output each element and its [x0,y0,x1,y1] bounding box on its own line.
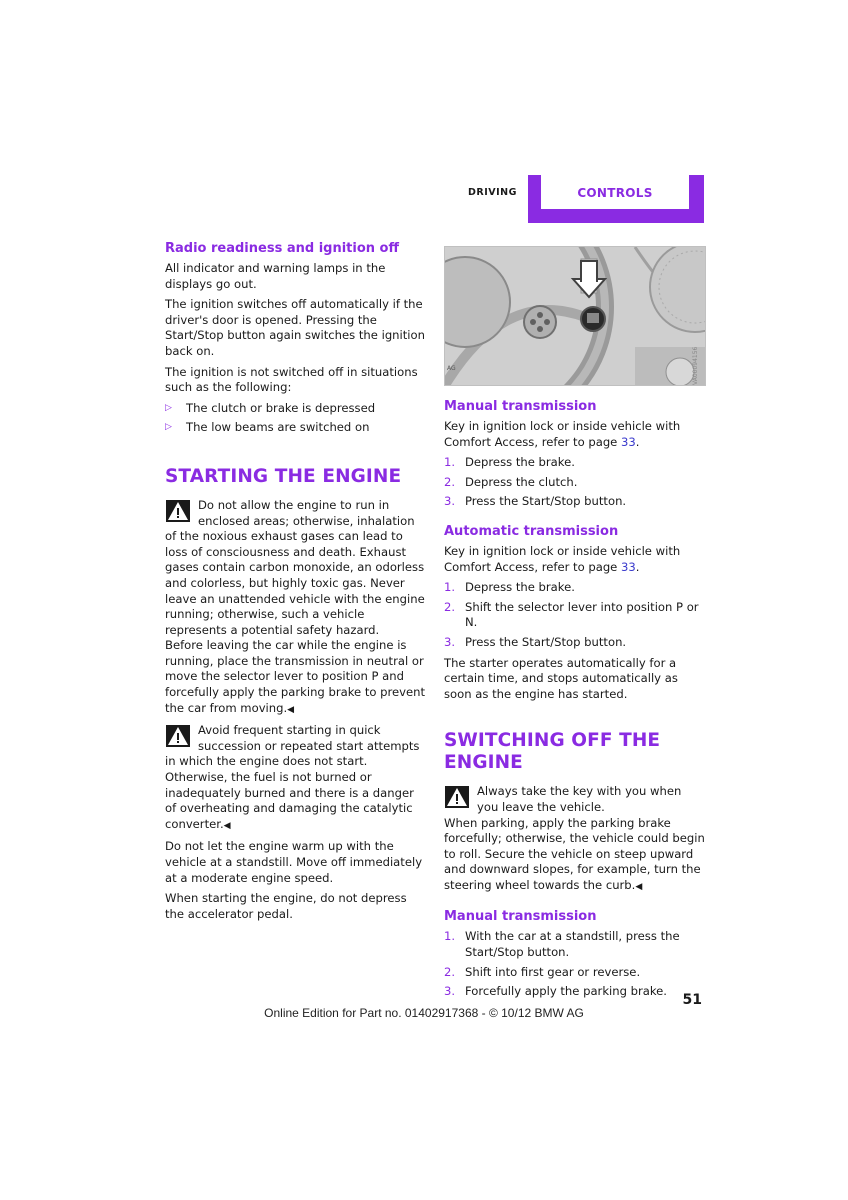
list-item: 3. Press the Start/Stop button. [444,634,627,649]
list-item: 2. Shift the selector lever into position P or N. [444,599,699,630]
accelerator-paragraph: When starting the engine, do not depress the accelerator pedal. [165,891,407,921]
manual2-steps-list [444,929,706,999]
right-column [444,399,706,1005]
auto-steps-list [444,580,706,650]
starter-paragraph: The starter operates automatically for a certain time, and stops automatically as soon as the engine has started. [444,655,678,701]
end-mark-icon: ◀ [287,704,295,715]
switching-off-heading: SWITCHING OFF THE ENGINE [444,730,661,774]
warning-text-leaving-car: Before leaving the car while the engine is running, place the transmission in neutral or move the selector lever to position P and forcefully apply the parking brake to prevent the car from moving.◀ [165,638,426,715]
image-ag-label: AG [447,365,456,372]
manual-steps-list [444,455,706,510]
warning-text-parking-brake: When parking, apply the parking brake forcefully; otherwise, the vehicle could begin to roll. Secure the vehicle on steep upward and downward slopes, for example, turn the steering wheel towards the curb.◀ [444,815,705,892]
page-reference-link[interactable]: 33 [621,434,636,449]
list-item: 1. Depress the brake. [444,455,575,470]
left-column [165,241,427,927]
manual-transmission-heading: Manual transmission [444,399,597,414]
list-item: 2. Depress the clutch. [444,474,578,489]
list-item: 3. Forcefully apply the parking brake. [444,984,667,999]
manual-transmission-heading-2: Manual transmission [444,909,597,925]
warning-block-exhaust [165,498,427,718]
radio-paragraph-3: The ignition is not switched off in situations such as the following: [165,364,418,395]
triangle-bullet-icon: ▷ [165,402,172,413]
image-code-label: VA00094156 [692,346,699,385]
manual-intro-paragraph: Key in ignition lock or inside vehicle with Comfort Access, refer to page 33. [444,419,681,449]
page-number: 51 [682,992,702,1008]
end-mark-icon: ◀ [223,820,231,831]
warning-text-frequent-start: Avoid frequent starting in quick succession or repeated start attempts in which the engine does not start. Otherwise, the fuel is not burned or inadequately burned and there is a danger of overheating and damaging the catalytic converter.◀ [165,723,420,831]
header-section-label: DRIVING [468,187,517,198]
warning-triangle-icon [166,725,190,747]
steering-wheel-illustration [444,246,706,386]
warning-triangle-icon [166,500,190,522]
header-tab-label: CONTROLS [577,186,653,200]
warning-text-key: Always take the key with you when you leave the vehicle. [477,784,682,814]
warning-triangle-icon [445,786,469,808]
list-item: 1. With the car at a standstill, press the Start/Stop button. [444,929,680,960]
warning-block-parking [444,784,706,895]
auto-intro-paragraph: Key in ignition lock or inside vehicle with Comfort Access, refer to page 33. [444,543,681,574]
list-item: 3. Press the Start/Stop button. [444,494,627,509]
radio-bullet-list [165,401,427,436]
warning-block-starting [165,723,427,834]
list-item: 1. Depress the brake. [444,580,575,595]
steering-wheel-drawing [445,247,705,385]
radio-paragraph-1: All indicator and warning lamps in the displays go out. [165,261,386,291]
edition-footer: Online Edition for Part no. 01402917368 - © 10/12 BMW AG [264,1006,584,1020]
radio-readiness-heading: Radio readiness and ignition off [165,241,400,256]
page-reference-link[interactable]: 33 [621,559,636,574]
triangle-bullet-icon: ▷ [165,422,172,433]
starting-engine-heading: STARTING THE ENGINE [165,465,402,487]
list-item: ▷ The clutch or brake is depressed [165,400,376,415]
end-mark-icon: ◀ [635,881,643,892]
warning-text-exhaust: Do not allow the engine to run in enclosed areas; otherwise, inhalation of the noxious exhaust gases can lead to loss of consciousness and death. Exhaust gases contain carbon monoxide, an odorless and colorless, but highly toxic gas. Never leave an unattended vehicle with the engine running; otherwise, such a vehicle represents a potential safety hazard. [165,497,425,637]
automatic-transmission-heading: Automatic transmission [444,523,619,539]
radio-paragraph-2: The ignition switches off automatically if the driver's door is opened. Pressing the Start/Stop button again switches the ignition back on. [165,297,425,358]
warmup-paragraph: Do not let the engine warm up with the vehicle at a standstill. Move off immediately at a moderate engine speed. [165,839,423,885]
list-item: 2. Shift into first gear or reverse. [444,964,641,979]
list-item: ▷ The low beams are switched on [165,420,370,435]
